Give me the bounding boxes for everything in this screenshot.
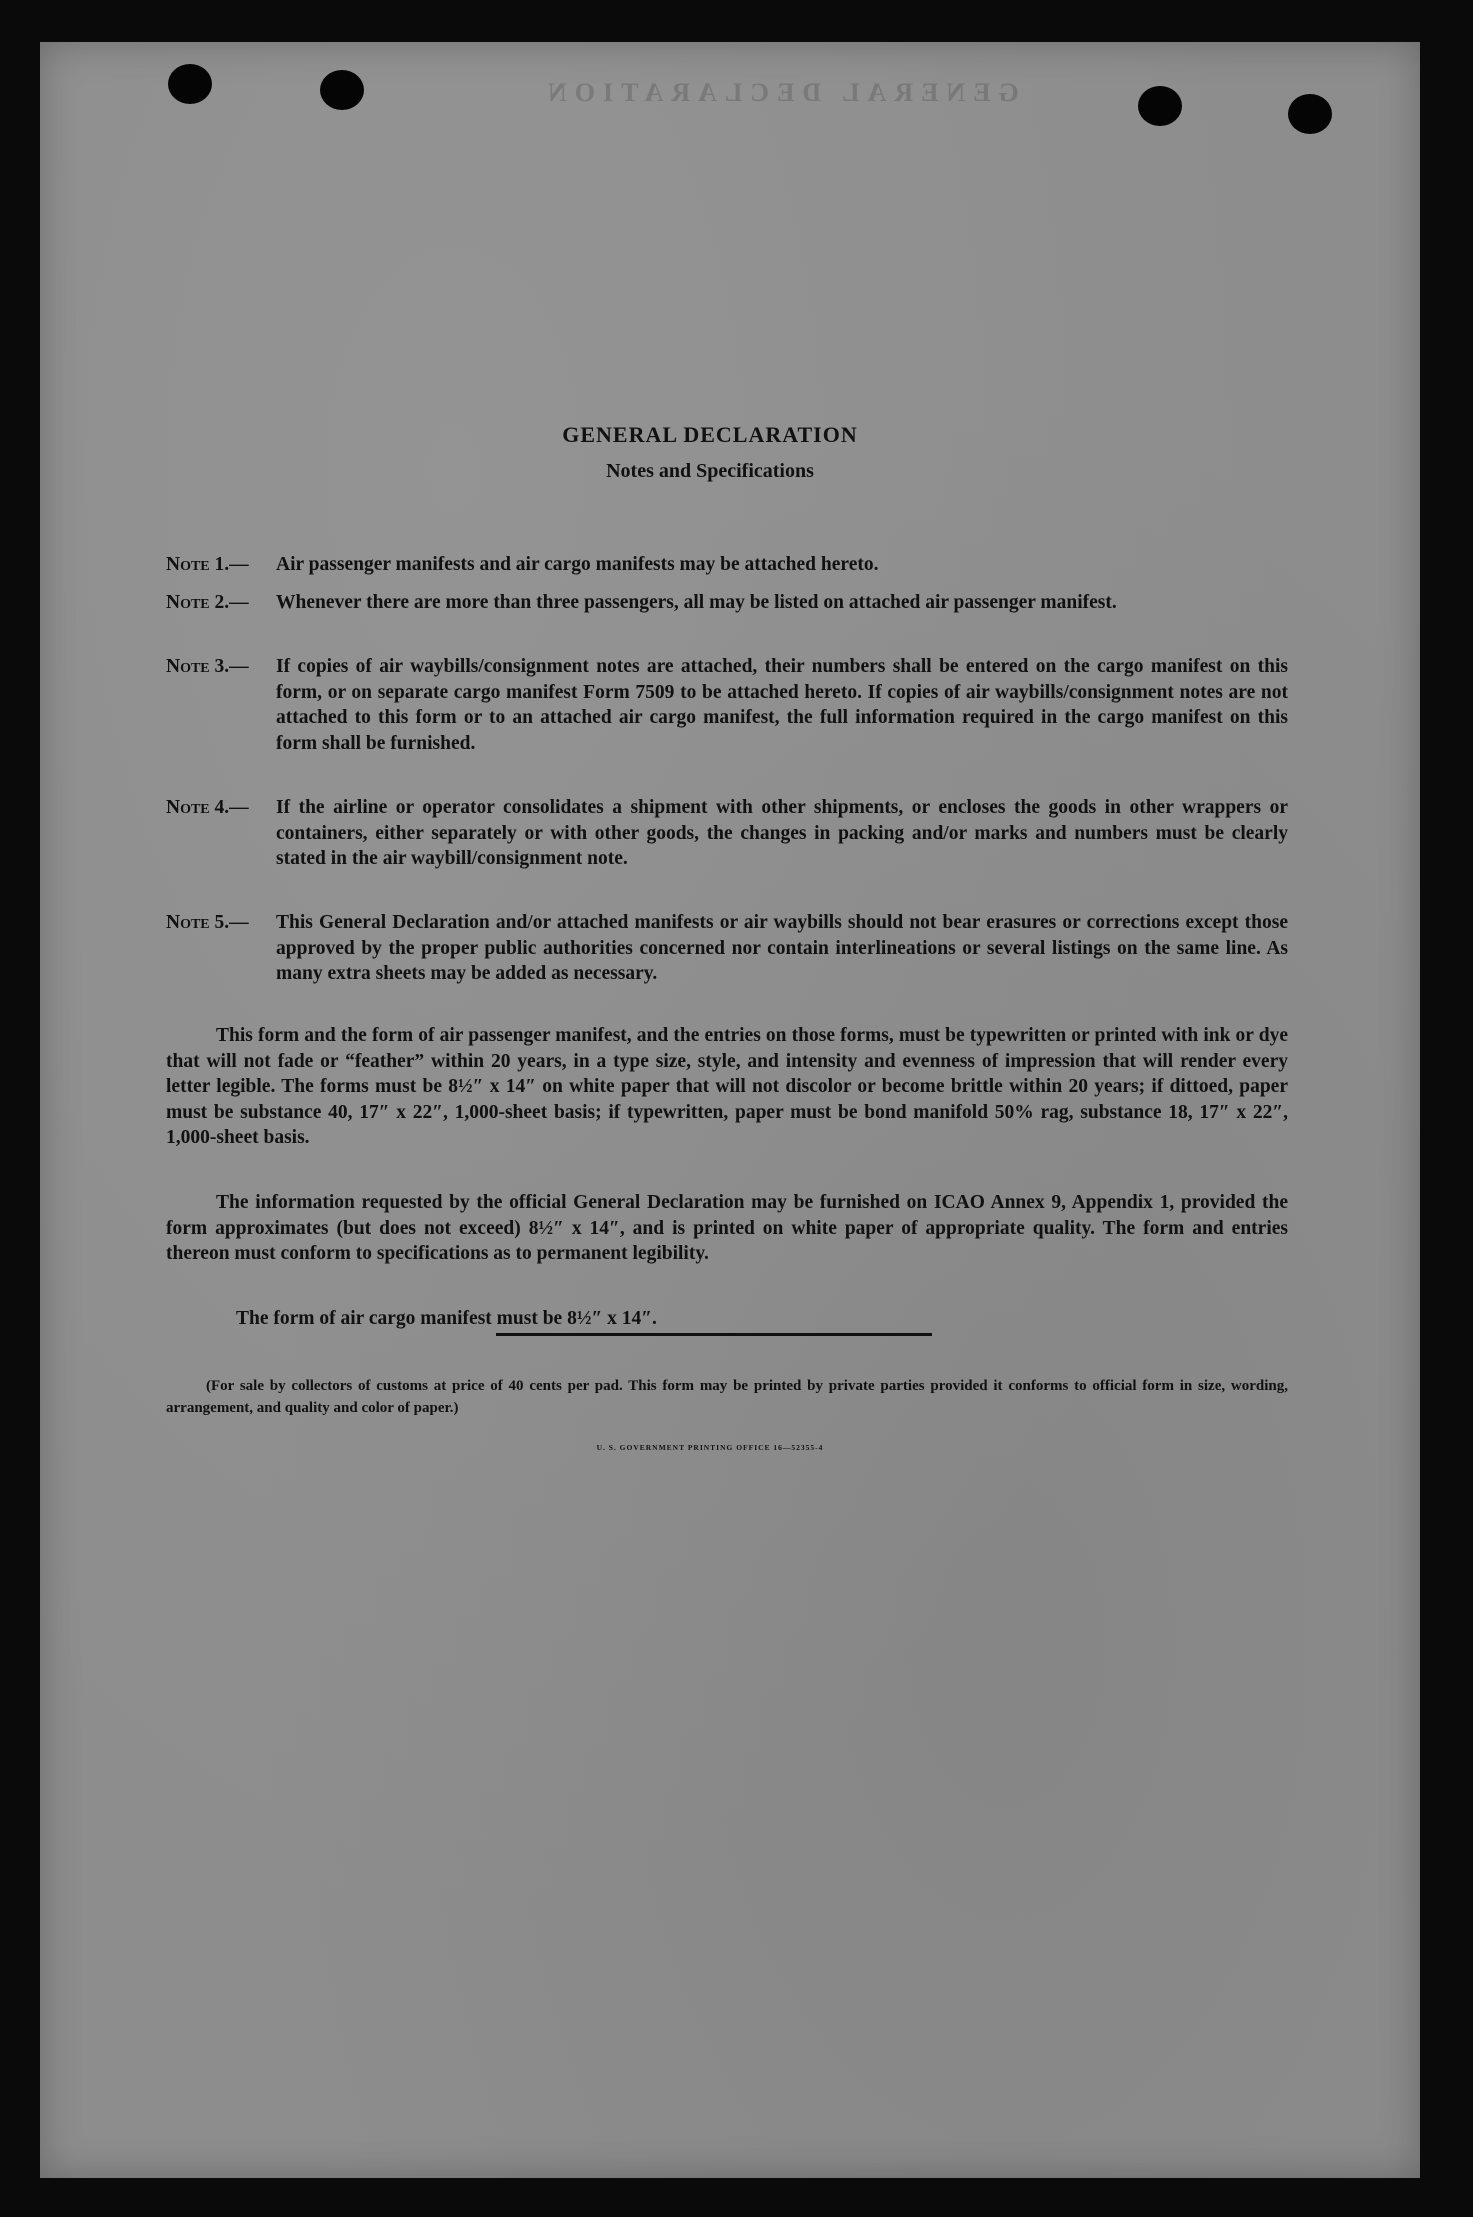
note-5 (166, 910, 1288, 987)
divider (496, 1333, 932, 1336)
note-label: Note 2.— (166, 592, 249, 613)
note-label: Note 5.— (166, 912, 249, 933)
sale-notice-text: (For sale by collectors of customs at price of 40 cents per pad. This form may be printed by private parties provided it conforms to official form in size, wording, arrangement, and quality and color of paper.) (166, 1378, 1288, 1416)
note-3 (166, 654, 1288, 756)
printer-imprint: U. S. GOVERNMENT PRINTING OFFICE 16—52355-4 (596, 1443, 824, 1452)
bleed-through-heading: GENERAL DECLARATION (540, 78, 1019, 107)
note-text: Air passenger manifests and air cargo manifests may be attached hereto. (276, 554, 879, 575)
note-label: Note 4.— (166, 797, 249, 818)
note-2 (166, 590, 1288, 616)
note-text: This General Declaration and/or attached manifests or air waybills should not bear erasures or corrections except those approved by the proper public authorities concerned nor contain interlineations or several listings on the same line. As many extra sheets may be added as necessary. (276, 912, 1288, 984)
page-title: GENERAL DECLARATION (562, 422, 858, 447)
paragraph-cargo-manifest-size: The form of air cargo manifest must be 8½″ x 14″. (236, 1308, 657, 1329)
page-subtitle: Notes and Specifications (606, 460, 814, 482)
sale-notice (166, 1375, 1288, 1419)
note-label: Note 1.— (166, 554, 249, 575)
note-text: Whenever there are more than three passengers, all may be listed on attached air passenger manifest. (276, 592, 1117, 613)
note-text: If copies of air waybills/consignment notes are attached, their numbers shall be entered on the cargo manifest on this form, or on separate cargo manifest Form 7509 to be attached hereto. If copies of air waybills/consignment notes are not attached to this form or to an attached air cargo manifest, the full information required in the cargo manifest on this form shall be furnished. (276, 656, 1288, 754)
note-label: Note 3.— (166, 656, 249, 677)
note-text: If the airline or operator consolidates a shipment with other shipments, or encloses the goods in other wrappers or containers, either separately or with other goods, the changes in packing and/or marks and numbers must be clearly stated in the air waybill/consignment note. (276, 797, 1288, 869)
paragraph-icao-annex: The information requested by the official General Declaration may be furnished on ICAO Annex 9, Appendix 1, provided the form approximates (but does not exceed) 8½″ x 14″, and is printed on white paper of appropriate quality. The form and entries thereon must conform to specifications as to permanent legibility. (166, 1192, 1288, 1264)
note-4 (166, 795, 1288, 872)
paragraph-form-requirements: This form and the form of air passenger manifest, and the entries on those forms, must be typewritten or printed with ink or dye that will not fade or “feather” within 20 years, in a type size, style, and intensity and evenness of impression that will render every letter legible. The forms must be 8½″ x 14″ on white paper that will not discolor or become brittle within 20 years; if dittoed, paper must be substance 40, 17″ x 22″, 1,000-sheet basis; if typewritten, paper must be bond manifold 50% rag, substance 18, 17″ x 22″, 1,000-sheet basis. (166, 1025, 1288, 1148)
note-1 (166, 552, 1288, 578)
